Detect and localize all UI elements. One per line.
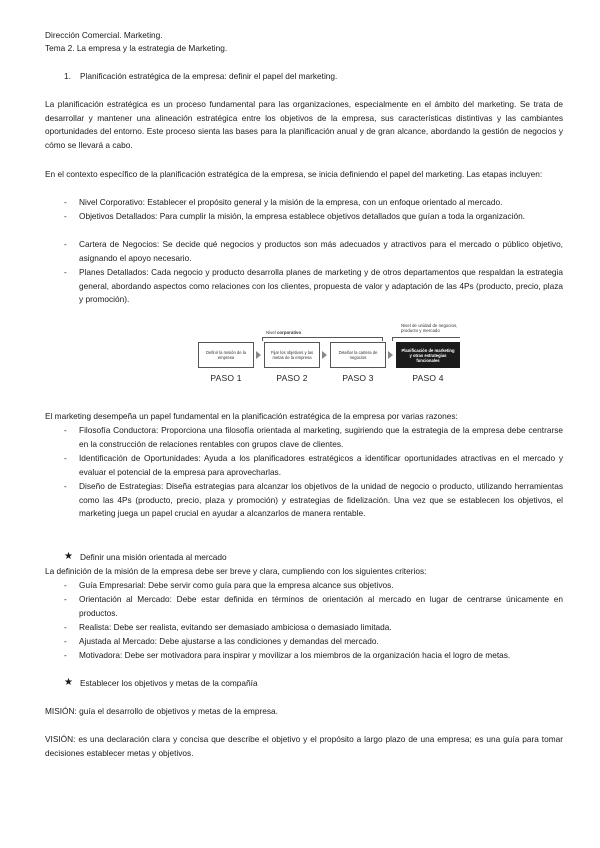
- intro-paragraph: La planificación estratégica es un proceso fundamental para las organizaciones, especialmente en el ámbito del marketing. Se trata de desarrollar y mantener una alineación estratégica entre los objetivos de la empresa, sus características distintivas y las cambiantes oportunidades del entorno. Este proceso sienta las bases para la planificación anual y de gran alcance, abordando la gestión de negocios y cómo se llevará a cabo.: [45, 99, 563, 150]
- section-number: 1.: [64, 71, 71, 81]
- step-label-3: PASO 3: [342, 373, 374, 383]
- step-box-2: Fijar los objetivos y las metas de la empresa: [264, 342, 320, 368]
- course-title: Dirección Comercial. Marketing.: [45, 30, 163, 40]
- tier-corporate-bracket: [262, 337, 382, 338]
- marketing-role-paragraph: El marketing desempeña un papel fundamental en la planificación estratégica de la empresa por varias razones:: [45, 411, 458, 421]
- vision-definition: VISIÓN: es una declaración clara y concisa que describe el objetivo y el propósito a largo plazo de una empresa; es una guía para tomar decisiones establecer metas y objetivos.: [45, 734, 563, 758]
- step-box-3: Diseñar la cartera de negocios: [330, 342, 386, 368]
- step-label-4: PASO 4: [412, 373, 444, 383]
- mission-heading: Definir una misión orientada al mercado: [80, 552, 227, 562]
- document-page: Dirección Comercial. Marketing. Tema 2. La empresa y la estrategia de Marketing. 1. Planificación estratégica de la empresa: definir el papel del marketing. La planificación estratégica es un proceso fundamental para las organizaciones, especialmente en el ámbito del marketing. Se trata de desarrollar y mantener una alineación estratégica entre los objetivos de la empresa, sus características distintivas y las cambiantes oportunidades del entorno. Este proceso sienta las bases para la planificación anual y de gran alcance, abordando la gestión de negocios y cómo se llevará a cabo. En el contexto específico de la planificación estratégica de la empresa, se inicia definiendo el papel del marketing. Las etapas incluyen: - Nivel Corporativo: Establecer el propósito general y la misión de la empresa, con un enfoque orientado al mercado. - Objetivos Detallados: Para cumplir la misión, la empresa establece objetivos detallados que guían a toda la organización. - Cartera de Negocios: Se decide qué negocios y productos son más adecuados y atractivos para el mercado o público objetivo, asignando el apoyo necesario. - Planes Detallados: Cada negocio y producto desarrolla planes de marketing y de otros departamentos que respaldan la estrategia general, abordando aspectos como relaciones con los clientes, propuesta de valor y adaptación de las 4Ps (producto, precio, plaza y promoción). Nivel corporativo Nivel de unidad de negocios, producto y mercado Definir la misión de la empresa Fijar los objetivos y las metas de la empresa Diseñar la cartera de negocios Planificación de marketing y otras estrategias funcionales PASO 1 PASO 2 PASO 3 PASO 4 El marketing desempeña un papel fundamental en la planificación estratégica de la empresa por varias razones: - Filosofía Conductora: Proporciona una filosofía orientada al marketing, sugiriendo que la estrategia de la empresa debe centrarse en la construcción de relaciones rentables con grupos clave de clientes. - Identificación de Oportunidades: Ayuda a los planificadores estratégicos a identificar oportunidades atractivas en el mercado y evaluar el potencial de la empresa para aprovecharlas. - Diseño de Estrategias: Diseña estrategias para alcanzar los objetivos de la unidad de negocio o producto, utilizando herramientas como las 4Ps (producto, precio, plaza y promoción) y estrategias de fidelización. Una vez que se establecen los objetivos, el marketing juega un papel crucial en ayudar a alcanzarlos de manera rentable. ★ Definir una misión orientada al mercado La definición de la misión de la empresa debe ser breve y clara, cumpliendo con los siguientes criterios: - Guía Empresarial: Debe servir como guía para que la empresa alcance sus objetivos. - Orientación al Mercado: Debe estar definida en términos de orientación al mercado en lugar de centrarse únicamente en productos. - Realista: Debe ser realista, evitando ser demasiado ambiciosa o demasiado limitada. - Ajustada al Mercado: Debe ajustarse a las condiciones y demandas del mercado. - Motivadora: Debe ser motivadora para inspirar y movilizar a los miembros de la organización hacia el logro de metas. ★ Establecer los objetivos y metas de la compañía MISIÓN: guía el desarrollo de objetivos y metas de la empresa. VISIÓN: es una declaración clara y concisa que describe el objetivo y el propósito a largo plazo de una empresa; es una guía para tomar decisiones establecer metas y objetivos.: [0, 0, 600, 848]
- objectives-heading: Establecer los objetivos y metas de la compañía: [80, 678, 258, 688]
- tier-business-label: Nivel de unidad de negocios, producto y mercado: [401, 323, 458, 333]
- tier-business-bracket: [392, 337, 460, 338]
- arrow-icon: [256, 351, 261, 359]
- arrow-icon: [322, 351, 327, 359]
- topic-title: Tema 2. La empresa y la estrategia de Marketing.: [45, 43, 228, 53]
- star-icon: ★: [64, 677, 73, 688]
- tier-corporate-label: Nivel corporativo: [266, 330, 302, 335]
- step-label-2: PASO 2: [276, 373, 308, 383]
- mission-intro: La definición de la misión de la empresa debe ser breve y clara, cumpliendo con los siguientes criterios:: [45, 566, 427, 576]
- planning-steps-diagram: [198, 323, 460, 386]
- mission-definition: MISIÓN: guía el desarrollo de objetivos y metas de la empresa.: [45, 706, 278, 716]
- step-label-1: PASO 1: [210, 373, 242, 383]
- arrow-icon: [388, 351, 393, 359]
- star-icon: ★: [64, 551, 73, 562]
- context-paragraph: En el contexto específico de la planificación estratégica de la empresa, se inicia definiendo el papel del marketing. Las etapas incluyen:: [45, 169, 543, 179]
- step-box-4: Planificación de marketing y otras estrategias funcionales: [396, 342, 460, 368]
- section-heading: Planificación estratégica de la empresa: definir el papel del marketing.: [80, 71, 338, 81]
- step-box-1: Definir la misión de la empresa: [198, 342, 254, 368]
